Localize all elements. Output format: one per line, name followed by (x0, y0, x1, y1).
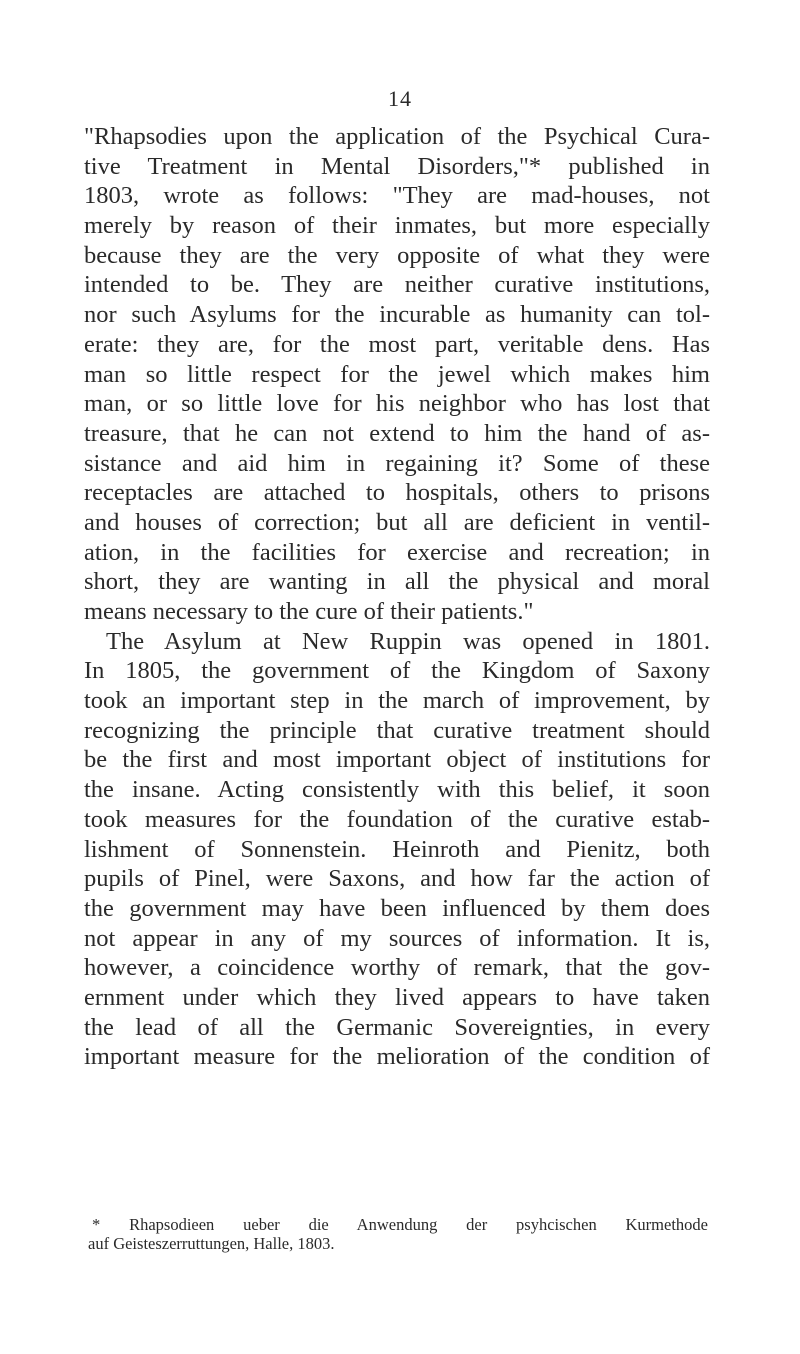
text-line: the government may have been influenced by them does (84, 894, 710, 922)
text-line: man so little respect for the jewel which makes him (84, 360, 710, 388)
text-line: tive Treatment in Mental Disorders,"* published in (84, 152, 710, 180)
text-line: took measures for the foundation of the curative estab- (84, 805, 710, 833)
footnote (88, 1215, 708, 1253)
text-line: not appear in any of my sources of information. It is, (84, 924, 710, 952)
text-line: means necessary to the cure of their patients." (84, 598, 534, 625)
footnote-line: * Rhapsodieen ueber die Anwendung der psyhcischen Kurmethode (92, 1215, 708, 1234)
text-line: and houses of correction; but all are deficient in ventil- (84, 508, 710, 536)
text-line: lishment of Sonnenstein. Heinroth and Pienitz, both (84, 835, 710, 863)
text-line: be the first and most important object of institutions for (84, 746, 710, 774)
text-line: short, they are wanting in all the physical and moral (84, 568, 710, 596)
text-line: man, or so little love for his neighbor who has lost that (84, 390, 710, 418)
footnote-line: auf Geisteszerruttungen, Halle, 1803. (88, 1234, 335, 1253)
text-line: 1803, wrote as follows: "They are mad-houses, not (84, 182, 710, 210)
text-line: the insane. Acting consistently with this belief, it soon (84, 776, 710, 804)
text-line: however, a coincidence worthy of remark, that the gov- (84, 954, 710, 982)
text-line: intended to be. They are neither curative institutions, (84, 271, 710, 299)
text-line: the lead of all the Germanic Sovereignties, in every (84, 1013, 710, 1041)
text-line: sistance and aid him in regaining it? Some of these (84, 449, 710, 477)
text-line: pupils of Pinel, were Saxons, and how far the action of (84, 865, 710, 893)
text-line: nor such Asylums for the incurable as humanity can tol- (84, 301, 710, 329)
text-line: "Rhapsodies upon the application of the Psychical Cura- (84, 123, 710, 150)
text-line: took an important step in the march of improvement, by (84, 687, 710, 715)
text-line: The Asylum at New Ruppin was opened in 1801. (106, 627, 710, 655)
text-line: erate: they are, for the most part, veritable dens. Has (84, 330, 710, 358)
text-line: In 1805, the government of the Kingdom of Saxony (84, 657, 710, 685)
text-line: ation, in the facilities for exercise and recreation; in (84, 538, 710, 566)
text-line: recognizing the principle that curative treatment should (84, 716, 710, 744)
text-line: receptacles are attached to hospitals, others to prisons (84, 479, 710, 507)
text-line: treasure, that he can not extend to him the hand of as- (84, 419, 710, 447)
text-line: ernment under which they lived appears to have taken (84, 983, 710, 1011)
text-line: because they are the very opposite of what they were (84, 241, 710, 269)
text-line: merely by reason of their inmates, but more especially (84, 212, 710, 240)
body-text (84, 122, 710, 1072)
text-line: important measure for the melioration of the condition of (84, 1043, 710, 1071)
page-number: 14 (388, 86, 412, 111)
